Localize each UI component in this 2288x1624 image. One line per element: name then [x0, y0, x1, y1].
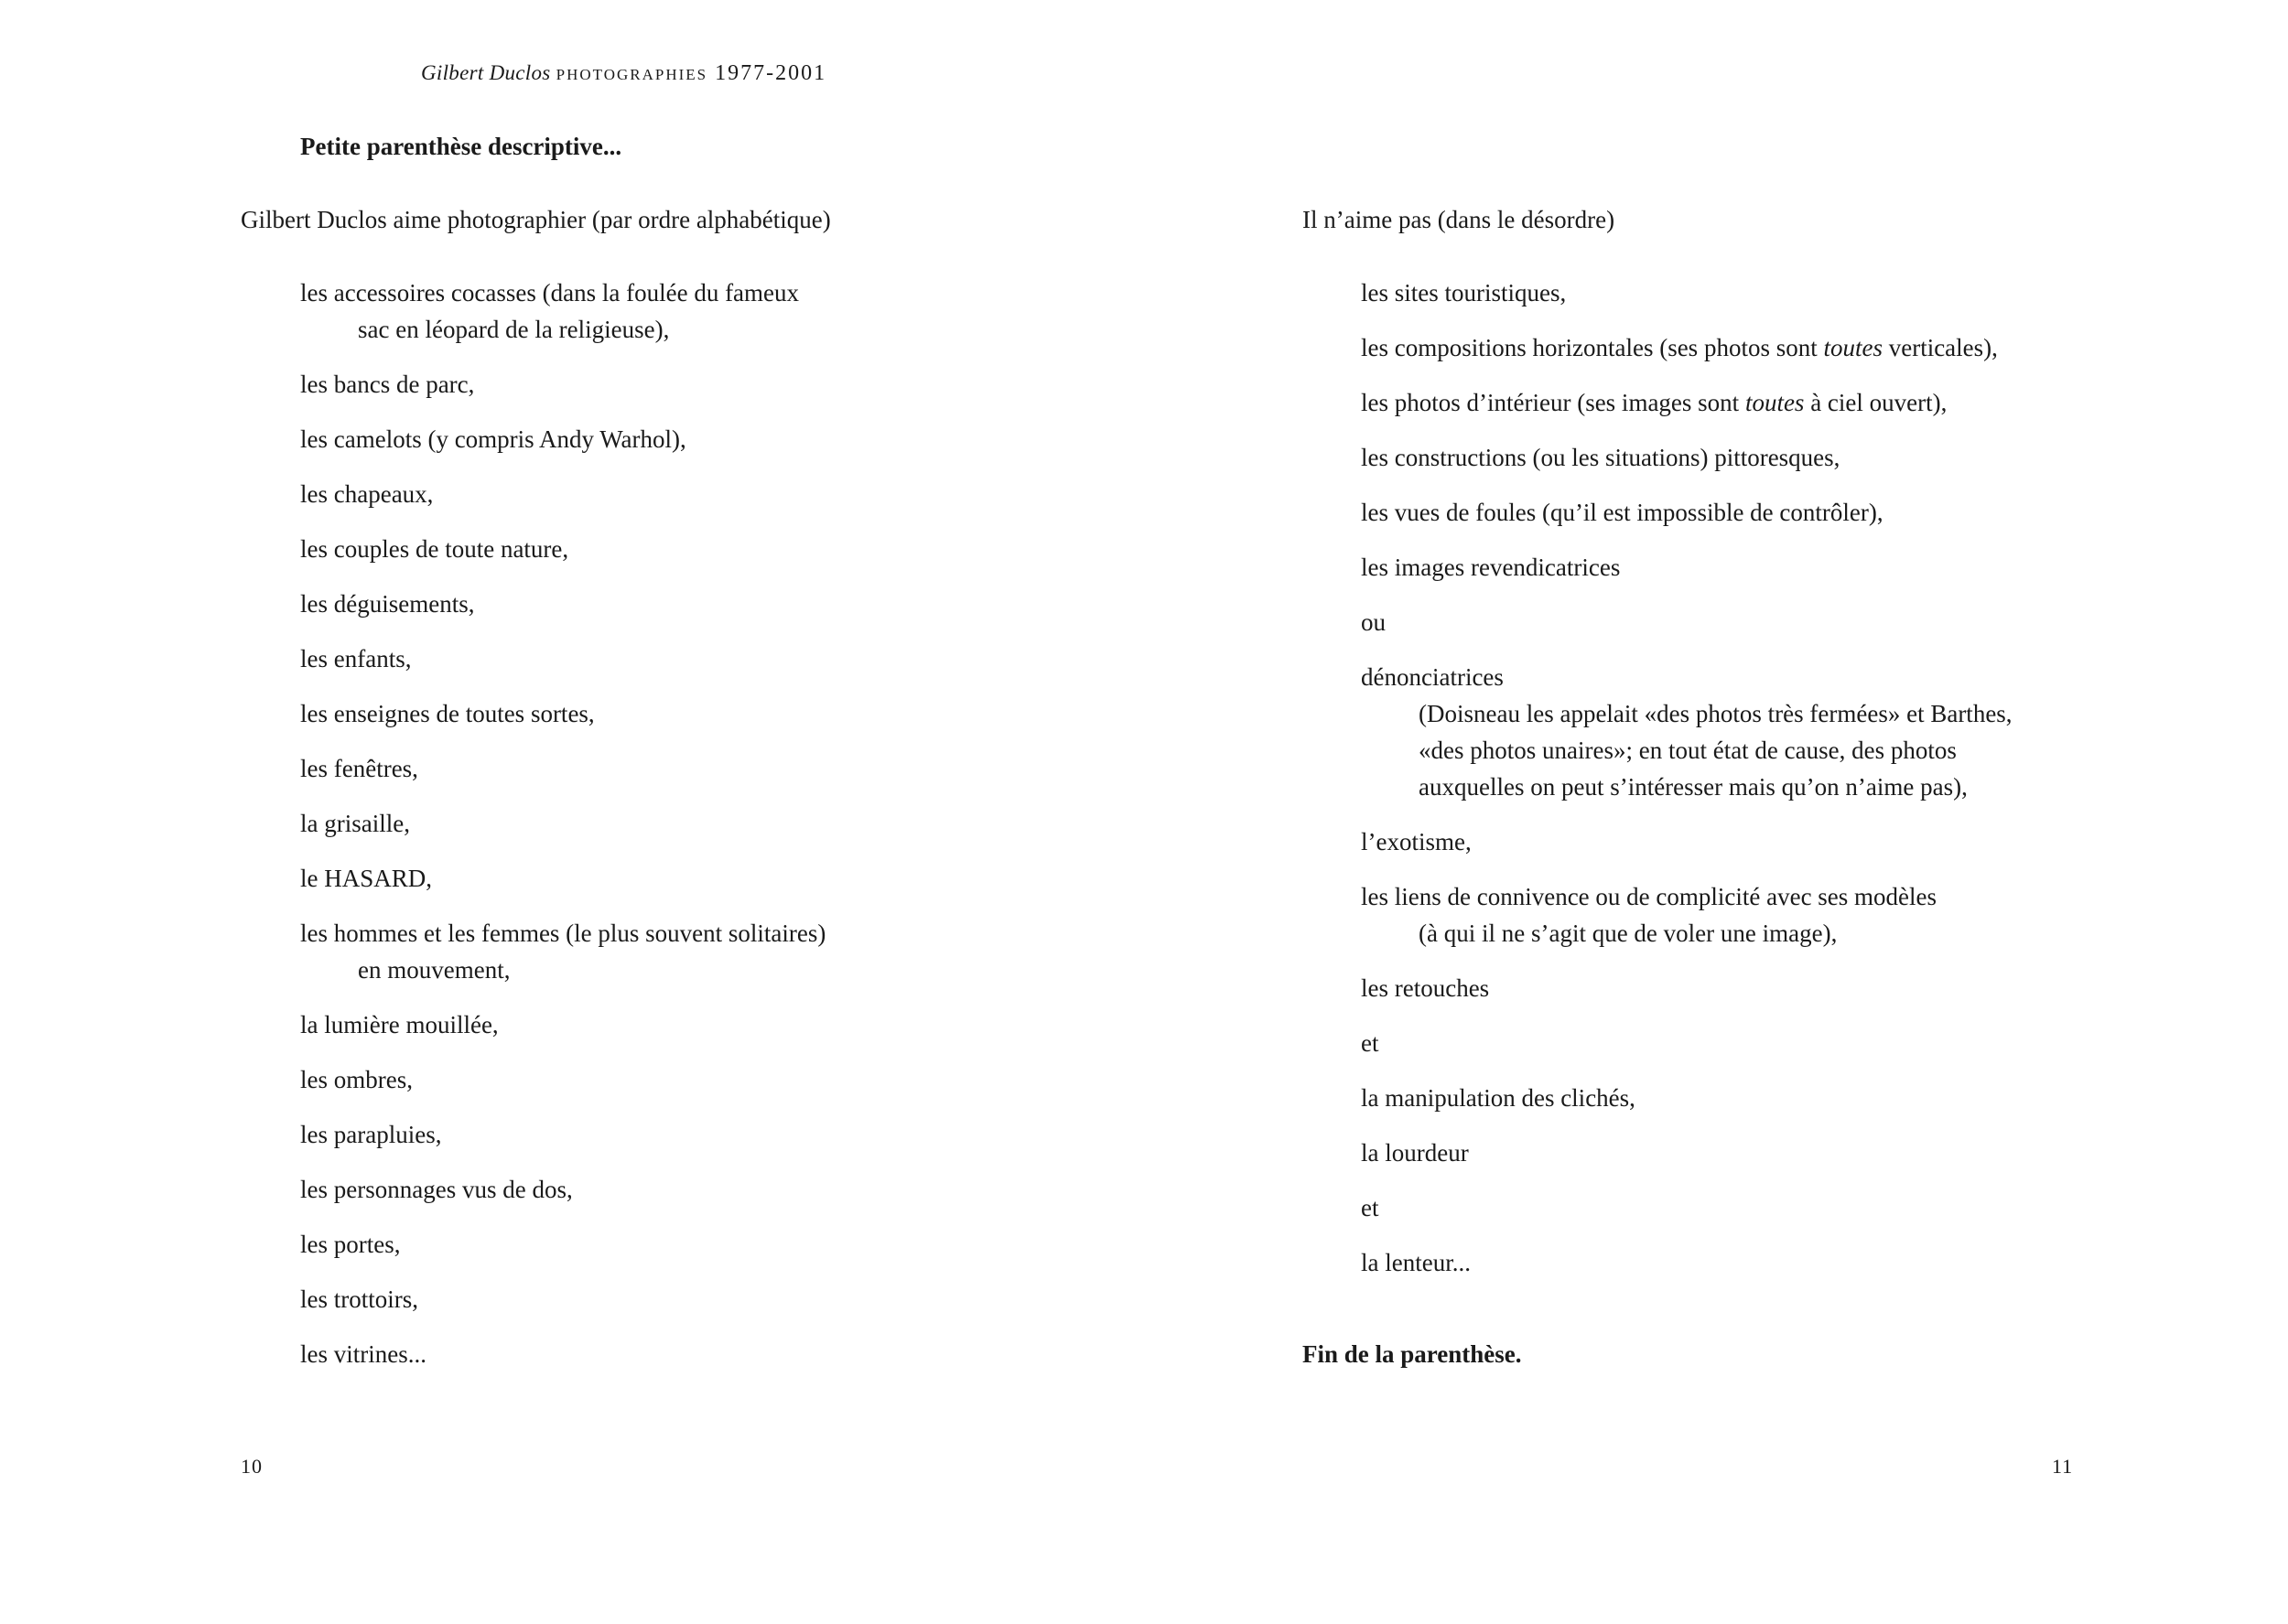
list-item: les déguisements,: [300, 590, 475, 618]
list-item: et: [1361, 1194, 1379, 1221]
list-item: les accessoires cocasses (dans la foulée du fameux sac en léopard de la religieuse),: [300, 279, 800, 343]
list-item: les enfants,: [300, 645, 412, 672]
list-item: les images revendicatrices: [1361, 554, 1621, 581]
list-item: la lenteur...: [1361, 1249, 1471, 1276]
list-item: les personnages vus de dos,: [300, 1176, 573, 1203]
left-intro: Gilbert Duclos aime photographier (par ordre alphabétique): [241, 206, 831, 233]
list-item: les trottoirs,: [300, 1285, 418, 1313]
list-item: les sites touristiques,: [1361, 279, 1567, 307]
list-item: les chapeaux,: [300, 480, 434, 508]
running-head-author: Gilbert Duclos: [421, 61, 551, 84]
right-intro: Il n’aime pas (dans le désordre): [1302, 206, 1615, 233]
list-item: les photos d’intérieur (ses images sont toutes à ciel ouvert),: [1361, 389, 1948, 416]
list-item: les portes,: [300, 1231, 401, 1258]
list-item: les fenêtres,: [300, 755, 418, 782]
left-list: [300, 0, 1124, 1624]
running-head-title: photographies 1977-2001: [556, 61, 827, 85]
closing-title: Fin de la parenthèse.: [1302, 1340, 1522, 1368]
list-item: les constructions (ou les situations) pittoresques,: [1361, 444, 1840, 471]
list-item: les hommes et les femmes (le plus souvent solitaires) en mouvement,: [300, 920, 826, 984]
list-item: les vues de foules (qu’il est impossible de contrôler),: [1361, 499, 1883, 526]
list-item: les parapluies,: [300, 1121, 442, 1148]
list-item: dénonciatrices (Doisneau les appelait «des photos très fermées» et Barthes, «des photos unaires»; en tout état de cause, des photos auxquelles on peut s’intéresser mais qu’on n’aime pas),: [1361, 663, 2013, 801]
list-item: le HASARD,: [300, 865, 433, 892]
list-item: la manipulation des clichés,: [1361, 1084, 1635, 1112]
list-item: la grisaille,: [300, 810, 410, 837]
page-number-right: 11: [2052, 1455, 2074, 1478]
list-item: les bancs de parc,: [300, 371, 475, 398]
list-item: la lumière mouillée,: [300, 1011, 499, 1038]
section-title: Petite parenthèse descriptive...: [300, 133, 622, 160]
list-item: ou: [1361, 608, 1386, 636]
list-item: et: [1361, 1029, 1379, 1057]
page-number-left: 10: [241, 1455, 263, 1478]
list-item: les compositions horizontales (ses photos sont toutes verticales),: [1361, 334, 1998, 361]
list-item: les ombres,: [300, 1066, 413, 1093]
right-list: [1361, 0, 2185, 1624]
list-item: l’exotisme,: [1361, 828, 1472, 855]
list-item: les retouches: [1361, 974, 1490, 1002]
list-item: la lourdeur: [1361, 1139, 1469, 1167]
list-item: les enseignes de toutes sortes,: [300, 700, 595, 727]
list-item: les camelots (y compris Andy Warhol),: [300, 425, 686, 453]
list-item: les couples de toute nature,: [300, 535, 569, 563]
list-item: les vitrines...: [300, 1340, 426, 1368]
list-item: les liens de connivence ou de complicité avec ses modèles (à qui il ne s’agit que de voler une image),: [1361, 883, 1937, 947]
